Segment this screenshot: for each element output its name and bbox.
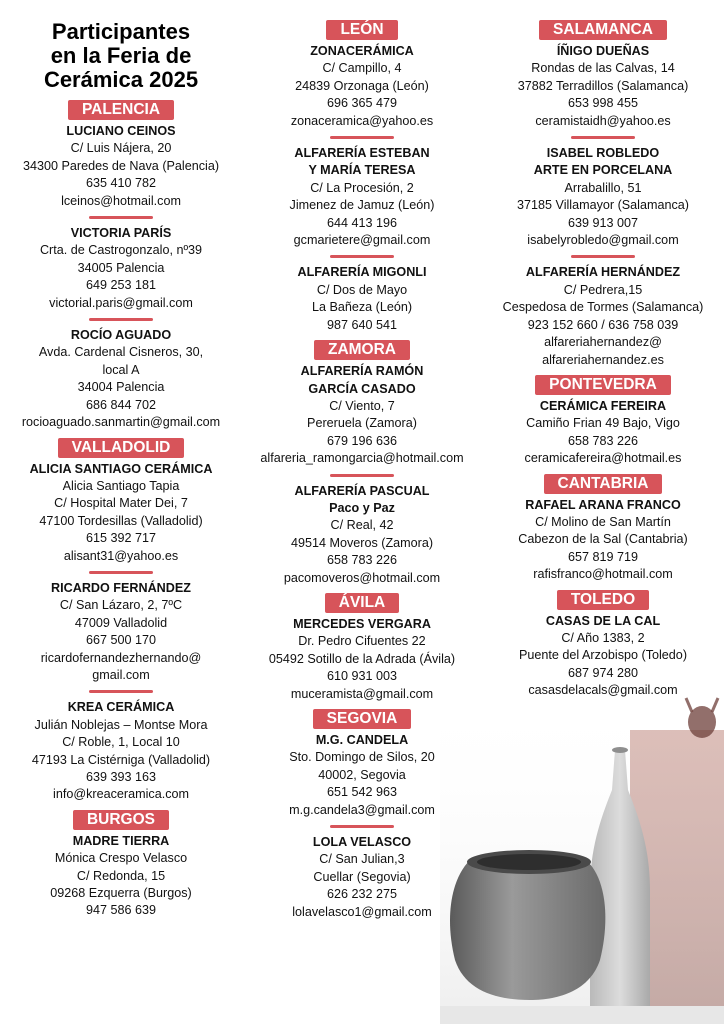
participant-detail: 37185 Villamayor (Salamanca) — [517, 198, 689, 213]
participant-name: MADRE TIERRA — [72, 833, 170, 848]
participant-detail: C/ San Lázaro, 2, 7ºC — [59, 598, 183, 613]
participant-detail: ceramistaidh@yahoo.es — [535, 113, 671, 128]
participant-detail: 34300 Paredes de Nava (Palencia) — [22, 158, 220, 173]
region-group — [241, 334, 483, 587]
participant-name: ALFARERÍA RAMÓN — [300, 364, 424, 379]
participant-detail: 34004 Palencia — [77, 380, 165, 395]
participant-detail: 626 232 275 — [326, 887, 398, 902]
participant-detail: alfareria_ramongarcia@hotmail.com — [260, 451, 464, 466]
participant-detail: Cespedosa de Tormes (Salamanca) — [502, 300, 704, 315]
region-group — [241, 14, 483, 334]
participant-detail: 679 196 636 — [326, 433, 398, 448]
participant-detail: 657 819 719 — [567, 549, 639, 564]
participant-entry — [482, 145, 724, 249]
participant-detail: pacomoveros@hotmail.com — [283, 570, 441, 585]
region-group — [0, 804, 242, 920]
participant-detail: C/ Dos de Mayo — [316, 282, 408, 297]
participant-detail: rocioaguado.sanmartin@gmail.com — [21, 415, 221, 430]
participant-detail: 947 586 639 — [85, 903, 157, 918]
participant-detail: C/ Viento, 7 — [329, 398, 395, 413]
participant-entry — [241, 732, 483, 819]
title-line-2: en la Feria de — [50, 43, 192, 68]
separator-line — [571, 255, 635, 258]
participant-detail: 644 413 196 — [326, 215, 398, 230]
participant-entry — [0, 833, 242, 920]
participant-name: ALFARERÍA HERNÁNDEZ — [525, 265, 681, 280]
participant-name: VICTORIA PARÍS — [70, 226, 172, 241]
participant-detail: 615 392 717 — [85, 531, 157, 546]
participant-detail: C/ Roble, 1, Local 10 — [62, 735, 180, 750]
participant-entry — [241, 43, 483, 130]
participant-name: CERÁMICA FEREIRA — [539, 398, 667, 413]
participant-detail: Puente del Arzobispo (Toledo) — [518, 648, 688, 663]
separator-line — [89, 318, 153, 321]
participant-detail: 687 974 280 — [567, 665, 639, 680]
region-badge: ZAMORA — [314, 340, 410, 360]
participant-detail: C/ Molino de San Martín — [535, 514, 671, 529]
participant-detail: Cabezon de la Sal (Cantabria) — [518, 532, 688, 547]
participant-detail: C/ La Procesión, 2 — [310, 180, 414, 195]
participant-detail: zonaceramica@yahoo.es — [290, 113, 434, 128]
participant-detail: alfareriahernandez.es — [542, 352, 664, 367]
participant-detail: 34005 Palencia — [77, 260, 165, 275]
region-badge: PALENCIA — [68, 100, 174, 120]
participant-name: LUCIANO CEINOS — [66, 124, 176, 138]
participant-entry — [482, 43, 724, 130]
region-group — [482, 584, 724, 700]
participant-name: GARCÍA CASADO — [308, 381, 416, 396]
participant-detail: 05492 Sotillo de la Adrada (Ávila) — [268, 651, 456, 666]
participant-name: MERCEDES VERGARA — [293, 616, 431, 631]
participant-entry — [0, 327, 242, 431]
participant-name: ALFARERÍA PASCUAL — [294, 483, 430, 498]
participant-entry — [482, 613, 724, 700]
participant-detail: 24839 Orzonaga (León) — [295, 78, 429, 93]
participant-entry — [0, 123, 242, 210]
participant-detail: info@kreaceramica.com — [53, 787, 189, 802]
participant-name: ZONACERÁMICA — [310, 44, 414, 58]
region-badge: ÁVILA — [325, 593, 400, 613]
participant-detail: 667 500 170 — [85, 633, 157, 648]
participant-detail: C/ Real, 42 — [330, 518, 394, 533]
separator-line — [330, 255, 394, 258]
title-line-3: Cerámica 2025 — [43, 67, 199, 92]
participant-entry — [241, 483, 483, 587]
participant-detail: Rondas de las Calvas, 14 — [531, 61, 675, 76]
region-group — [0, 94, 242, 432]
separator-line — [89, 690, 153, 693]
participant-detail: Mónica Crespo Velasco — [54, 851, 188, 866]
participant-entry — [0, 225, 242, 312]
participant-detail: 987 640 541 — [326, 317, 398, 332]
separator-line — [571, 136, 635, 139]
participant-detail: Crta. de Castrogonzalo, nº39 — [39, 243, 203, 258]
participant-detail: 658 783 226 — [326, 553, 398, 568]
separator-line — [89, 571, 153, 574]
participant-detail: Julián Noblejas – Montse Mora — [34, 717, 208, 732]
participant-entry — [241, 145, 483, 249]
region-group — [0, 432, 242, 804]
participant-detail: muceramista@gmail.com — [290, 686, 434, 701]
participant-detail: 49514 Moveros (Zamora) — [290, 535, 434, 550]
participant-name: ÍÑIGO DUEÑAS — [556, 44, 650, 58]
participant-detail: gmail.com — [92, 667, 150, 682]
participant-name: RAFAEL ARANA FRANCO — [525, 497, 681, 512]
participant-detail: C/ Luis Nájera, 20 — [70, 141, 172, 156]
participant-detail: 09268 Ezquerra (Burgos) — [50, 886, 192, 901]
participant-detail: Pereruela (Zamora) — [307, 416, 417, 431]
participant-detail: Sto. Domingo de Silos, 20 — [289, 750, 435, 765]
separator-line — [330, 825, 394, 828]
participant-detail: isabelyrobledo@gmail.com — [527, 233, 679, 248]
region-group — [482, 369, 724, 468]
region-badge: SALAMANCA — [539, 20, 667, 40]
region-badge: CANTABRIA — [544, 474, 663, 494]
participant-entry — [0, 461, 242, 565]
participant-detail: C/ Año 1383, 2 — [561, 630, 645, 645]
participant-detail: C/ Redonda, 15 — [76, 868, 166, 883]
participant-detail: Arrabalillo, 51 — [564, 180, 642, 195]
participant-detail: alisant31@yahoo.es — [63, 548, 179, 563]
region-badge: SEGOVIA — [313, 709, 412, 729]
participant-detail: 696 365 479 — [326, 96, 398, 111]
participant-name: ISABEL ROBLEDO — [546, 146, 660, 161]
participant-detail: 923 152 660 / 636 758 039 — [527, 317, 679, 332]
participant-detail: local A — [102, 362, 140, 377]
participant-name: CASAS DE LA CAL — [545, 613, 661, 628]
column-left — [0, 0, 242, 920]
title-line-1: Participantes — [51, 19, 191, 44]
participant-detail: casasdelacals@gmail.com — [528, 683, 678, 698]
participant-detail: Cuellar (Segovia) — [313, 869, 411, 884]
participant-detail: C/ San Julian,3 — [319, 852, 405, 867]
participant-detail: 653 998 455 — [567, 96, 639, 111]
participant-entry — [482, 398, 724, 468]
participant-name: ROCÍO AGUADO — [70, 328, 172, 343]
region-group — [482, 468, 724, 584]
participant-detail: 639 393 163 — [85, 770, 157, 784]
participant-detail: 40002, Segovia — [318, 767, 406, 782]
participant-detail: m.g.candela3@gmail.com — [289, 802, 435, 817]
participant-name: KREA CERÁMICA — [67, 700, 175, 715]
participant-name: ALICIA SANTIAGO CERÁMICA — [29, 461, 213, 476]
participant-entry — [241, 834, 483, 921]
region-group — [482, 14, 724, 369]
participant-detail: alfareriahernandez@ — [544, 335, 662, 350]
participant-detail: C/ Pedrera,15 — [563, 282, 643, 297]
column-middle — [241, 0, 483, 921]
participant-detail: 47009 Valladolid — [74, 615, 168, 630]
participant-detail: Avda. Cardenal Cisneros, 30, — [38, 345, 204, 360]
participant-name: M.G. CANDELA — [315, 733, 409, 747]
participant-entry — [482, 497, 724, 584]
participant-detail: Jimenez de Jamuz (León) — [289, 198, 435, 213]
participant-name: ALFARERÍA MIGONLI — [297, 265, 427, 280]
participant-detail: victorial.paris@gmail.com — [49, 295, 193, 310]
participant-name: ARTE EN PORCELANA — [533, 163, 673, 178]
region-badge: BURGOS — [73, 810, 169, 830]
region-badge: TOLEDO — [557, 590, 649, 610]
participant-detail: Alicia Santiago Tapia — [62, 478, 180, 493]
participant-detail: 686 844 702 — [85, 397, 157, 412]
participant-name: Paco y Paz — [329, 500, 395, 515]
participant-detail: ricardofernandezhernando@ — [40, 650, 202, 665]
participant-detail: 635 410 782 — [85, 176, 157, 191]
participant-detail: Dr. Pedro Cifuentes 22 — [298, 634, 426, 649]
participant-detail: La Bañeza (León) — [311, 300, 413, 315]
participant-detail: C/ Campillo, 4 — [322, 61, 402, 76]
participant-entry — [241, 264, 483, 334]
participant-detail: rafisfranco@hotmail.com — [533, 567, 673, 582]
page-title — [0, 20, 242, 92]
participant-name: RICARDO FERNÁNDEZ — [51, 580, 191, 595]
participant-detail: ceramicafereira@hotmail.es — [524, 451, 682, 466]
participant-entry — [241, 616, 483, 703]
participant-entry — [0, 580, 242, 684]
participant-name: LOLA VELASCO — [312, 835, 412, 850]
participant-entry — [482, 264, 724, 368]
participant-detail: C/ Hospital Mater Dei, 7 — [54, 496, 188, 511]
region-badge: LEÓN — [326, 20, 397, 40]
participant-name: ALFARERÍA ESTEBAN — [294, 146, 430, 161]
participant-detail: lceinos@hotmail.com — [61, 193, 181, 208]
participant-detail: 658 783 226 — [567, 433, 639, 448]
participant-detail: 47100 Tordesillas (Valladolid) — [39, 513, 203, 528]
participant-detail: gcmarietere@gmail.com — [293, 233, 431, 248]
column-right — [482, 0, 724, 700]
participant-detail: lolavelasco1@gmail.com — [292, 904, 432, 919]
region-group — [241, 587, 483, 703]
region-group — [241, 703, 483, 921]
participant-detail: 651 542 963 — [326, 785, 398, 800]
separator-line — [330, 136, 394, 139]
participant-entry — [241, 363, 483, 467]
region-badge: VALLADOLID — [58, 438, 185, 458]
participant-entry — [0, 699, 242, 803]
participant-detail: 639 913 007 — [567, 215, 639, 230]
separator-line — [89, 216, 153, 219]
participant-detail: 610 931 003 — [326, 669, 398, 684]
participant-name: Y MARÍA TERESA — [308, 163, 416, 178]
participant-detail: 47193 La Cistérniga (Valladolid) — [31, 752, 211, 767]
participant-detail: 649 253 181 — [85, 278, 157, 293]
participant-detail: 37882 Terradillos (Salamanca) — [517, 78, 689, 93]
separator-line — [330, 474, 394, 477]
participant-detail: Camiño Frian 49 Bajo, Vigo — [526, 416, 680, 431]
region-badge: PONTEVEDRA — [535, 375, 671, 395]
